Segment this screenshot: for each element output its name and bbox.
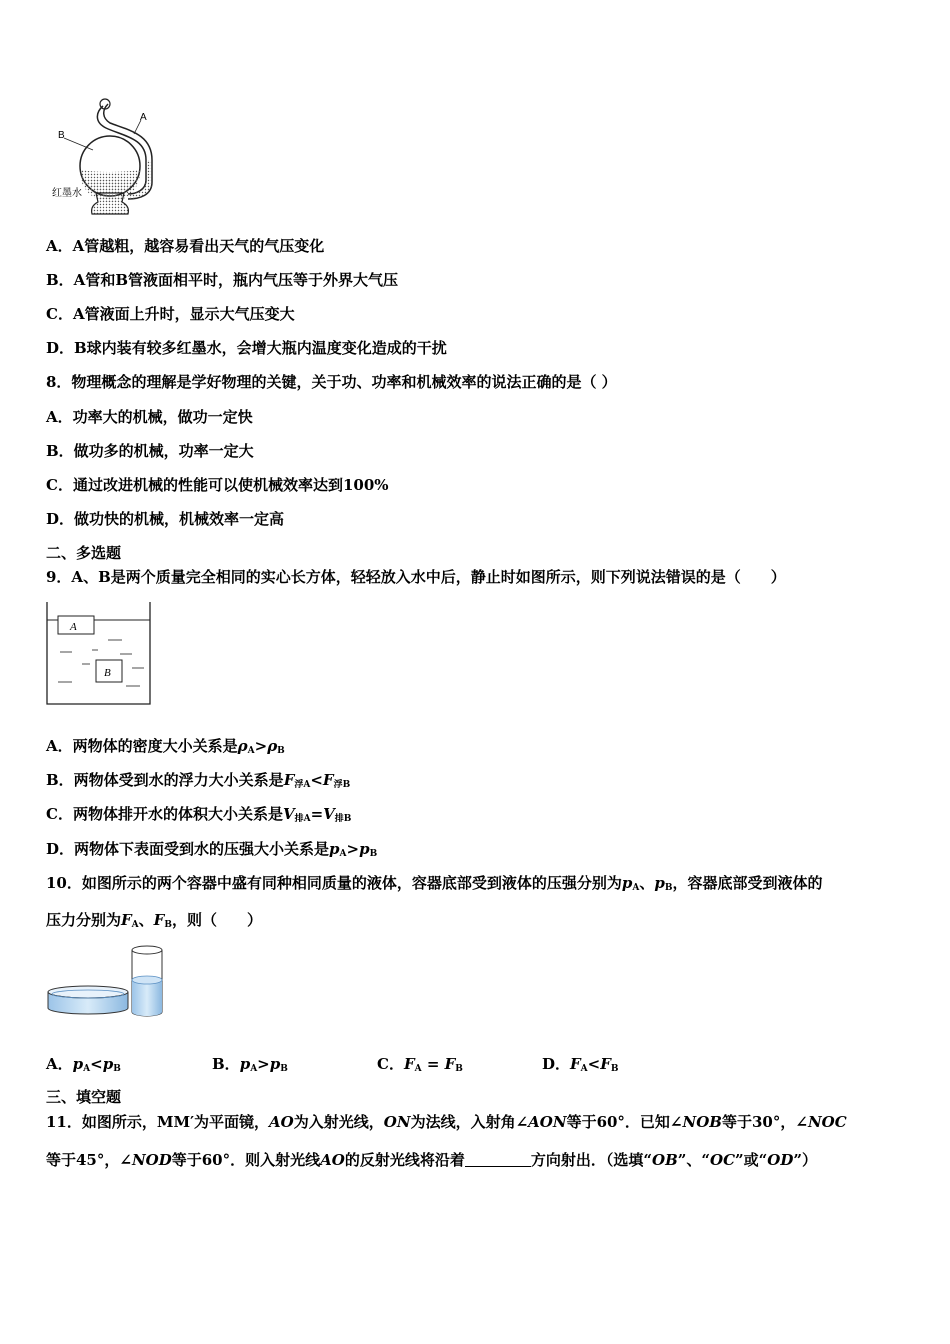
q11-line2: 等于45°，∠NOD等于60°．则入射光线AO的反射光线将沿着 方向射出．（选填“OB”、“OC”或“OD”） [46,1151,818,1169]
label-a: A [140,112,147,123]
q8-option-a: A．功率大的机械，做功一定快 [46,408,253,426]
q7-option-c: C．A管液面上升时，显示大气压变大 [46,305,295,323]
block-a-label: A [70,621,77,633]
q7-option-d: D．B球内装有较多红墨水，会增大瓶内温度变化造成的干扰 [46,339,447,357]
q7-option-a: A．A管越粗，越容易看出天气的气压变化 [46,237,325,255]
q10-option-a: A．$p_A<p_B$ [46,1055,121,1074]
label-b: B [58,130,65,141]
q7-option-b: B．A管和B管液面相平时，瓶内气压等于外界大气压 [46,271,398,289]
water-container-figure [46,602,152,706]
q10-option-c: C．$F_A = F_B$ [377,1055,463,1074]
q10-stem-line1: 10．如图所示的两个容器中盛有同种相同质量的液体，容器底部受到液体的压强分别为$p_A$、$p_B$，容器底部受到液体的 [46,874,823,893]
answer-blank[interactable] [465,1152,531,1167]
label-red-ink: 红墨水 [52,188,82,199]
q9-option-c: C．两物体排开水的体积大小关系是$V_{排A}=V_{排B}$ [46,805,352,824]
block-b-label: B [104,667,111,679]
q10-option-b: B．$p_A>p_B$ [212,1055,288,1074]
containers-figure [46,942,168,1020]
q10-option-d: D．$F_A<F_B$ [542,1055,619,1074]
q10-stem-line2: 压力分别为$F_A$、$F_B$，则（ ） [46,911,262,930]
q9-stem: 9．A、B是两个质量完全相同的实心长方体，轻轻放入水中后，静止时如图所示，则下列说法错误的是（ ） [46,568,786,586]
q9-option-d: D．两物体下表面受到水的压强大小关系是$p_A>p_B$ [46,840,378,859]
q9-option-a: A．两物体的密度大小关系是$\rho_A>\rho_B$ [46,737,285,756]
q8-option-c: C．通过改进机械的性能可以使机械效率达到100% [46,476,389,494]
barometer-figure [48,98,158,216]
q11-line1: 11．如图所示，MM′为平面镜，AO为入射光线，ON为法线，入射角∠AON等于60°．已知∠NOB等于30°，∠NOC [46,1113,847,1131]
q8-option-d: D．做功快的机械，机械效率一定高 [46,510,285,528]
section-multiple-choice: 二、多选题 [46,544,122,562]
q8-stem: 8．物理概念的理解是学好物理的关键，关于功、功率和机械效率的说法正确的是（ ） [46,373,617,391]
q8-option-b: B．做功多的机械，功率一定大 [46,442,254,460]
q9-option-b: B．两物体受到水的浮力大小关系是$F_{浮A}<F_{浮B}$ [46,771,351,790]
section-fill-in: 三、填空题 [46,1088,122,1106]
